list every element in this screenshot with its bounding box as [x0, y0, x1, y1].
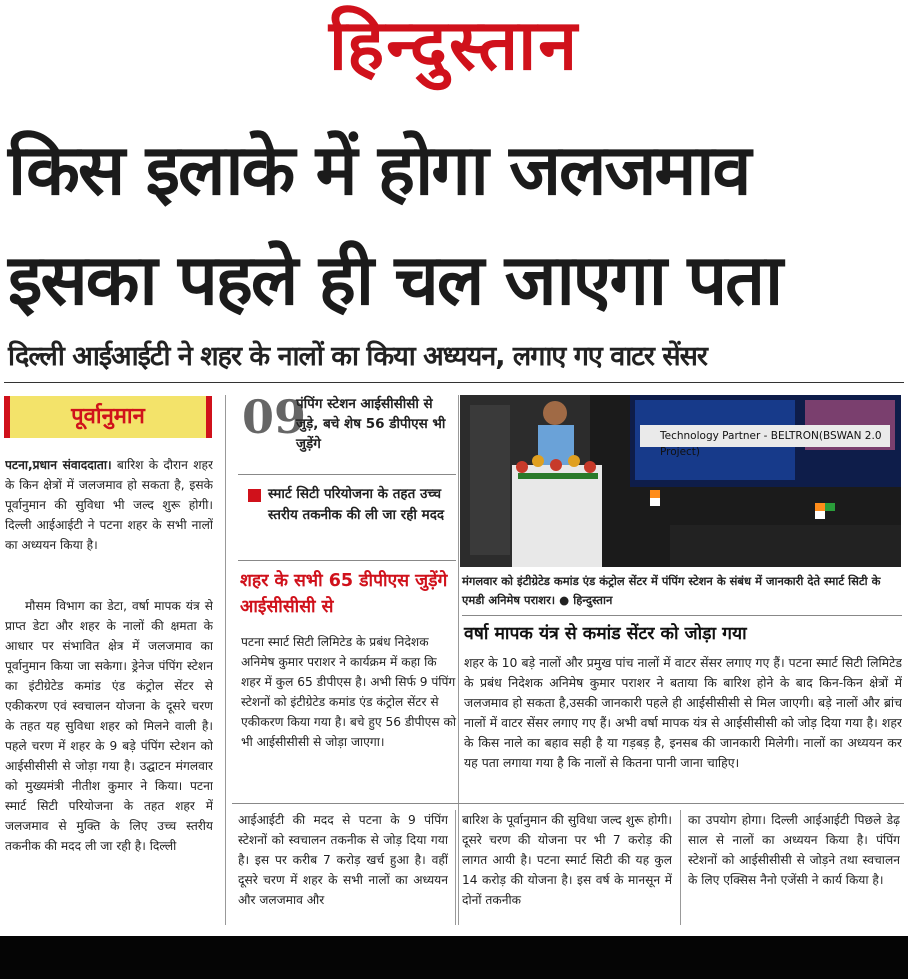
section-tag-label: पूर्वानुमान [71, 404, 145, 429]
byline: पटना,प्रधान संवाददाता। [5, 458, 112, 472]
fact-number: 09 [242, 390, 307, 444]
col1-paragraph: मौसम विभाग का डेटा, वर्षा मापक यंत्र से प्राप्त डेटा और शहर के नालों की क्षमता के आधार पर संभावित क्षेत्र में जलजमाव का पूर्वानुमान किया जा सकेगा। ड्रेनेज पंपिंग स्टेशन का इंटीग्रेटेड कमांड एंड कंट्रोल सेंटर से एकीकरण एवं स्वचालन योजना के दूसरे चरण के तहत यह सुविधा शहर को मिलने वाली है। पहले चरण में शहर के 9 बड़े पंपिंग स्टेशन को आईसीसीसी से जोड़ा गया है। उद्घाटन मंगलवार को मुख्यमंत्री नीतीश कुमार ने किया। पटना स्मार्ट सिटी परियोजना के तहत शहर में जलजमाव से मुक्ति के लिए उच्च स्तरीय तकनीक की मदद ली जा रही है। दिल्ली [5, 599, 213, 853]
col2-text: पटना स्मार्ट सिटी लिमिटेड के प्रबंध निदेशक अनिमेष कुमार पराशर ने कार्यक्रम में कहा कि शहर में कुल 65 डीपीएस है। अभी सिर्फ 9 पंपिंग स्टेशनों को इंटीग्रेटेड कमांड एंड कंट्रोल सेंटर से एकीकरण किया गया है। बचे हुए 56 डीपीएस को भी आईसीसीसी से जोड़ा जाएगा। [241, 635, 456, 749]
subheadline: दिल्ली आईआईटी ने शहर के नालों का किया अध्ययन, लगाए गए वाटर सेंसर [8, 341, 707, 372]
factbox-divider [238, 474, 456, 475]
bottom-black-band [0, 936, 908, 979]
photo-credit: ● हिन्दुस्तान [559, 593, 613, 607]
bottom-col-3: का उपयोग होगा। दिल्ली आईआईटी पिछले डेढ़ साल से नालों का अध्ययन किया है। पंपिंग स्टेशनों को आईसीसीसी से जोड़ने तथा स्वचालन के लिए एक्सिस नैनो एजेंसी ने कार्य किया है। [688, 813, 900, 887]
event-photo-illustration [460, 395, 901, 567]
event-photo [460, 395, 901, 567]
fact-text: पंपिंग स्टेशन आईसीसीसी से जुड़े, बचे शेष 56 डीपीएस भी जुड़ेंगे [296, 396, 446, 452]
factbox-divider-bottom [238, 560, 456, 561]
caption-divider [462, 615, 902, 616]
bottom-divider [232, 803, 904, 804]
masthead-logo: हिन्दुस्तान [328, 3, 580, 86]
bottom-divider-v1 [455, 810, 456, 925]
caption-text: मंगलवार को इंटीग्रेटेड कमांड एंड कंट्रोल सेंटर में पंपिंग स्टेशन के संबंध में जानकारी देते स्मार्ट सिटी के एमडी अनिमेष पराशर। [462, 574, 881, 607]
col1-intro [5, 455, 213, 595]
bottom-col-2: बारिश के पूर्वानुमान की सुविधा जल्द शुरू होगी। दूसरे चरण की योजना पर भी 7 करोड़ की लागत आयी है। पटना स्मार्ट सिटी की यह कुल 14 करोड़ की योजना है। इस वर्ष के मानसून में दोनों तकनीक [462, 813, 672, 907]
col3-subheading: वर्षा मापक यंत्र से कमांड सेंटर को जोड़ा गया [464, 624, 747, 644]
col1-intro-text: बारिश के दौरान शहर के किन क्षेत्रों में जलजमाव हो सकता है, इसके पूर्वानुमान की सुविधा भी जल्द शुरू होगी। दिल्ली आईआईटी ने पटना शहर के सभी नालों का अध्ययन किया है। [5, 458, 213, 552]
column-divider-2 [458, 395, 459, 925]
col2-subheading: शहर के सभी 65 डीपीएस जुड़ेंगे आईसीसीसी से [240, 571, 448, 617]
section-tag [4, 396, 212, 438]
bottom-col-1: आईआईटी की मदद से पटना के 9 पंपिंग स्टेशनों को स्वचालन तकनीक से जोड़ दिया गया है। इस पर करीब 7 करोड़ खर्च हुआ है। वहीं दूसरे चरण में शहर के सभी नालों का अध्ययन और जलजमाव और [238, 813, 448, 907]
headline-line-1: किस इलाके में होगा जलजमाव [8, 129, 750, 211]
column-divider [225, 395, 226, 925]
divider [4, 382, 904, 383]
col3-text: शहर के 10 बड़े नालों और प्रमुख पांच नालों में वाटर सेंसर लगाए गए हैं। पटना स्मार्ट सिटी लिमिटेड के प्रबंध निदेशक अनिमेष कुमार पराशर ने बताया कि बारिश होने के बाद किन-किन क्षेत्रों में जलजमाव हो सकता है,उसकी जानकारी पहले ही आईसीसीसी से मिल जाएगी। बड़े नालों और ब्रांच नालों में वाटर सेंसर लगाए गए हैं। अभी वर्षा मापक यंत्र से आईसीसीसी को जोड़ दिया गया है। शहर के किस नाले का बहाव सही है या गड़बड़ है, इनसब की जानकारी मिलेगी। नालों का अध्ययन कर यह पता लगाया गया है कि नालों से कितना पानी जाना चाहिए। [464, 655, 902, 770]
bullet-square-icon [248, 489, 261, 502]
bottom-divider-v2 [680, 810, 681, 925]
photo-caption [462, 572, 902, 610]
photo-banner-text: Technology Partner - BELTRON(BSWAN 2.0 Project) [660, 430, 882, 458]
fact-bullet-text: स्मार्ट सिटी परियोजना के तहत उच्च स्तरीय तकनीक की ली जा रही मदद [268, 486, 445, 523]
headline-line-2: इसका पहले ही चल जाएगा पता [8, 239, 782, 321]
